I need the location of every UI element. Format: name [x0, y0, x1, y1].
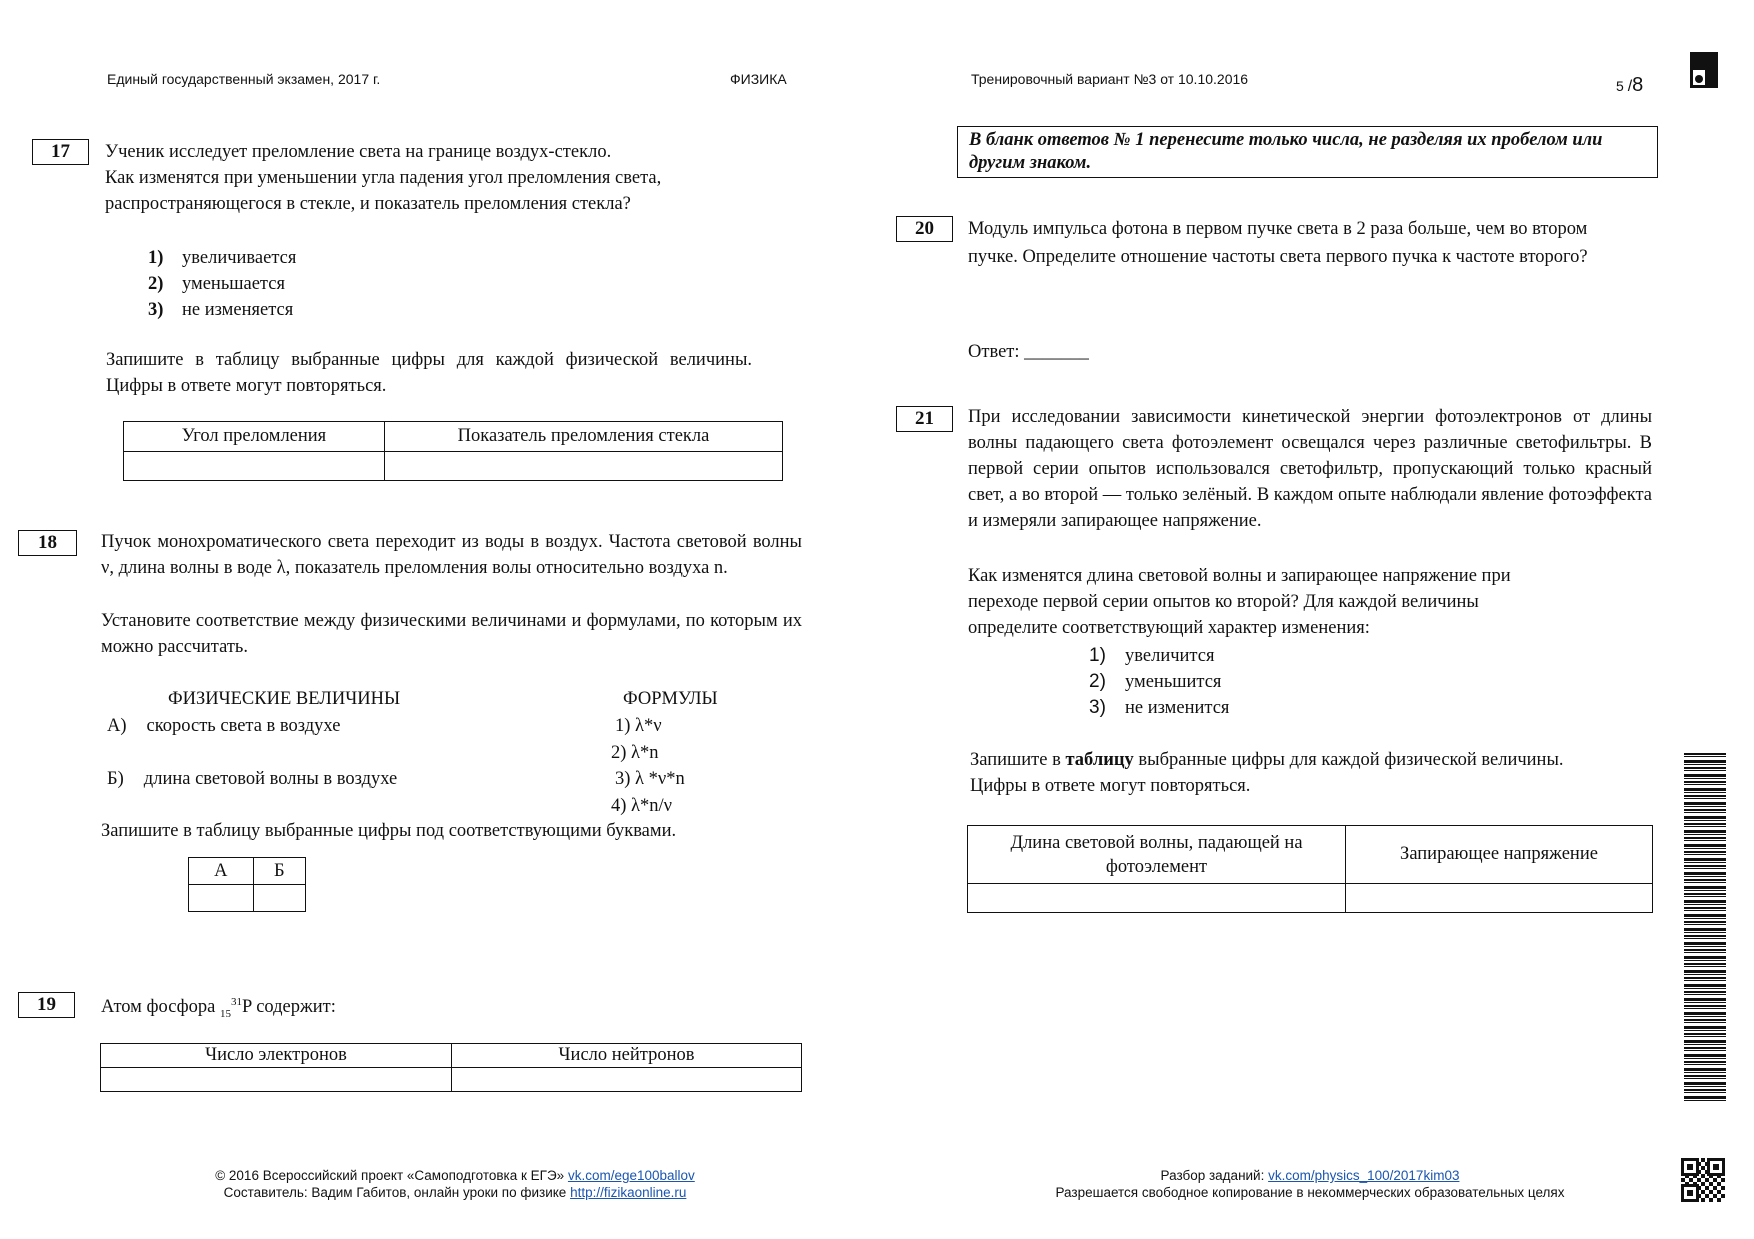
q18-formula-4: 4) λ*n/ν: [611, 796, 673, 816]
footer-left: © 2016 Всероссийский проект «Самоподготовка к ЕГЭ» vk.com/ege100ballov Составитель: Вадим Габитов, онлайн уроки по физике http://fizikaonline.ru: [215, 1168, 695, 1200]
q18-text: Пучок монохроматического света переходит из воды в воздух. Частота световой волны ν, длина волны в воде λ, показатель преломления волы относительно воздуха n.: [101, 532, 802, 578]
table-header: Угол преломления: [124, 422, 385, 452]
table-header: Б: [253, 858, 305, 885]
q18-col-formulas: ФОРМУЛЫ: [623, 689, 718, 709]
answer-cell[interactable]: [124, 452, 385, 481]
list-item: 1) увеличивается: [148, 248, 297, 268]
subject-title: ФИЗИКА: [730, 71, 787, 87]
q21-options: [1089, 643, 1229, 721]
list-item: 1) увеличится: [1089, 645, 1215, 666]
q17-options: [148, 245, 296, 323]
corner-marker-icon: [1690, 52, 1718, 88]
question-number-17: 17: [32, 139, 89, 165]
q18-text-2: Установите соответствие между физическими величинами и формулами, по которым их можно рассчитать.: [101, 611, 802, 657]
list-item: 2) уменьшится: [1089, 671, 1222, 692]
q20-answer-label[interactable]: Ответ: _______: [968, 342, 1089, 362]
q18-quantity-b: Б) длина световой волны в воздухе: [107, 769, 398, 789]
q18-instruction: Запишите в таблицу выбранные цифры под соответствующими буквами.: [101, 821, 677, 841]
footer-right: Разбор заданий: vk.com/physics_100/2017kim03 Разрешается свободное копирование в некоммерческих образовательных целях: [1055, 1168, 1565, 1200]
question-number-21: 21: [896, 406, 953, 432]
q20-text: Модуль импульса фотона в первом пучке света в 2 раза больше, чем во втором пучке. Определите отношение частоты света первого пучка к частоте второго?: [968, 219, 1588, 267]
q18-quantity-a: А) скорость света в воздухе: [107, 716, 341, 736]
list-item: 3) не изменится: [1089, 697, 1230, 718]
table-header: Число нейтронов: [452, 1044, 802, 1068]
answer-cell[interactable]: [968, 884, 1346, 913]
q19-text: Атом фосфора $_{15}^{31}$P содержит:: [101, 996, 336, 1020]
q17-text: Ученик исследует преломление света на границе воздух-стекло. Как изменятся при уменьшении угла падения угол преломления света, распространяющегося в стекле, и показатель преломления стекла?: [105, 142, 662, 214]
q18-col-quantities: ФИЗИЧЕСКИЕ ВЕЛИЧИНЫ: [168, 689, 401, 709]
q18-formula-3: 3) λ *ν*n: [615, 769, 685, 789]
q18-formula-1: 1) λ*ν: [615, 716, 662, 736]
answer-cell[interactable]: [385, 452, 783, 481]
variant-title: Тренировочный вариант №3 от 10.10.2016: [971, 71, 1249, 87]
exam-title: Единый государственный экзамен, 2017 г.: [107, 71, 381, 87]
table-header: Длина световой волны, падающей на фотоэлемент: [968, 826, 1346, 884]
answer-cell[interactable]: [101, 1068, 452, 1092]
question-number-18: 18: [18, 530, 77, 556]
table-header: Показатель преломления стекла: [385, 422, 783, 452]
question-number-19: 19: [18, 992, 75, 1018]
answer-form-notice: В бланк ответов № 1 перенесите только числа, не разделяя их пробелом или другим знаком.: [957, 126, 1658, 178]
q21-text: При исследовании зависимости кинетической энергии фотоэлектронов от длины волны падающего света фотоэлемент освещался через различные светофильтры. В первой серии опытов использовался светофильтр, пропускающий только красный свет, а во второй — только зелёный. В каждом опыте наблюдали явление фотоэффекта и измеряли запирающее напряжение.: [968, 407, 1652, 531]
q18-answer-table: [188, 857, 306, 912]
footer-link-vk[interactable]: vk.com/ege100ballov: [567, 1168, 695, 1183]
footer-link-fizikaonline[interactable]: http://fizikaonline.ru: [570, 1185, 687, 1200]
page-number: 5 /8: [1616, 74, 1644, 96]
question-number-20: 20: [896, 216, 953, 242]
table-header: Число электронов: [101, 1044, 452, 1068]
answer-cell[interactable]: [253, 885, 305, 912]
answer-cell[interactable]: [189, 885, 254, 912]
footer-link-physics[interactable]: vk.com/physics_100/2017kim03: [1268, 1168, 1460, 1183]
barcode-icon: [1684, 753, 1726, 1101]
q17-instruction: Запишите в таблицу выбранные цифры для каждой физической величины. Цифры в ответе могут повторяться.: [106, 350, 752, 396]
q17-answer-table: [123, 421, 783, 481]
answer-cell[interactable]: [1346, 884, 1653, 913]
q21-instruction: Запишите в таблицу выбранные цифры для каждой физической величины. Цифры в ответе могут повторяться.: [970, 750, 1564, 796]
table-header: А: [189, 858, 254, 885]
list-item: 3) не изменяется: [148, 300, 294, 320]
qr-code-icon: [1681, 1158, 1725, 1202]
answer-cell[interactable]: [452, 1068, 802, 1092]
q18-formula-2: 2) λ*n: [611, 743, 659, 763]
table-header: Запирающее напряжение: [1346, 826, 1653, 884]
list-item: 2) уменьшается: [148, 274, 285, 294]
q21-text-2: Как изменятся длина световой волны и запирающее напряжение при переходе первой серии опытов ко второй? Для каждой величины определите соответствующий характер изменения:: [968, 566, 1511, 638]
q19-answer-table: [100, 1043, 802, 1092]
q21-answer-table: [967, 825, 1653, 913]
